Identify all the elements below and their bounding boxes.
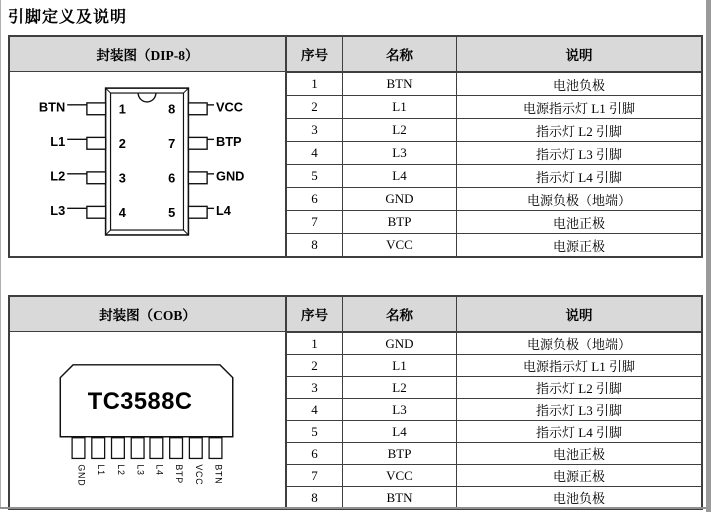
cob-pin5-label: L4 [154,464,165,476]
pin-number-cell: 8 [287,233,342,256]
pin-description-cell: 电源指示灯 L1 引脚 [456,354,701,376]
pin-number-cell: 6 [287,187,342,210]
dip8-pin4-number: 4 [118,204,126,220]
pin-number-cell: 3 [287,376,342,398]
pin-name-cell: GND [342,332,456,354]
dip8-pin7-label: BTP [215,133,242,149]
pin-number-cell: 4 [287,141,342,164]
dip8-diagram-svg [11,72,284,256]
cob-bottom-pins [72,438,222,459]
dip8-pin-table [8,35,703,258]
dip8-pin8-number: 8 [168,101,176,117]
cob-pin7-label: VCC [193,464,204,486]
pin-description-cell: 电池正极 [456,442,701,464]
cob-pin6-label: BTP [174,464,185,484]
cob-package-diagram [10,332,285,508]
dip8-pin2-label: L1 [50,133,66,149]
pin-number-cell: 6 [287,442,342,464]
cob-pin1-label: GND [76,464,87,487]
pin-description-cell: 电源正极 [456,233,701,256]
pin-name-cell: L3 [342,141,456,164]
pin-name-cell: L4 [342,420,456,442]
pin-description-cell: 指示灯 L4 引脚 [456,164,701,187]
dip8-data-grid [287,37,701,256]
pin-name-cell: L2 [342,376,456,398]
page-edge-left [0,0,1,509]
pin-number-cell: 5 [287,164,342,187]
cob-data-grid [287,297,701,508]
dip8-pin7-number: 7 [168,135,176,151]
pin-number-cell: 3 [287,118,342,141]
pin-description-cell: 指示灯 L2 引脚 [456,118,701,141]
dip8-pin2-number: 2 [118,135,126,151]
pin-name-cell: L1 [342,95,456,118]
dip8-pin5-label: L4 [215,202,231,218]
pin-name-cell: L3 [342,398,456,420]
cob-pin8-label: BTN [213,464,224,485]
column-header-name: 名称 [342,37,456,72]
dip8-pin3-number: 3 [118,170,126,186]
cob-diagram-column [10,297,287,508]
cob-pin-table [8,295,703,510]
dip8-left-pins [67,103,105,218]
dip8-right-pins [188,103,214,218]
page-edge-right [706,0,711,512]
pin-name-cell: L2 [342,118,456,141]
cob-pin-labels [77,464,224,486]
cob-chip-marking: TC3588C [87,389,193,416]
pin-number-cell: 1 [287,332,342,354]
column-header-description: 说明 [456,37,701,72]
page-title: 引脚定义及说明 [8,9,128,26]
column-header-number: 序号 [287,37,342,72]
dip8-pin5-number: 5 [168,204,176,220]
pin-number-cell: 7 [287,210,342,233]
pin-description-cell: 电源负极（地端） [456,332,701,354]
cob-pin2-label: L1 [96,464,107,476]
pin-name-cell: VCC [342,464,456,486]
pin-number-cell: 2 [287,95,342,118]
dip8-pin1-number: 1 [118,101,126,117]
dip8-diagram-column [10,37,287,256]
pin-name-cell: L4 [342,164,456,187]
pin-description-cell: 电源负极（地端） [456,187,701,210]
pin-name-cell: BTP [342,210,456,233]
dip8-pin6-label: GND [215,168,245,184]
column-header-name: 名称 [342,297,456,332]
pin-description-cell: 指示灯 L2 引脚 [456,376,701,398]
pin-number-cell: 2 [287,354,342,376]
pin-name-cell: VCC [342,233,456,256]
pin-number-cell: 5 [287,420,342,442]
dip8-pin3-label: L2 [50,168,66,184]
dip8-pin8-label: VCC [215,99,244,115]
dip8-pin6-number: 6 [168,170,176,186]
cob-diagram-svg [11,332,284,508]
cob-pin3-label: L2 [115,464,126,476]
pin-description-cell: 指示灯 L3 引脚 [456,141,701,164]
pin-description-cell: 电池正极 [456,210,701,233]
dip8-package-header: 封装图（DIP-8） [10,37,285,72]
pin-name-cell: L1 [342,354,456,376]
dip8-package-diagram [10,72,285,256]
page-edge-bottom [0,507,706,509]
pin-number-cell: 1 [287,72,342,95]
pin-description-cell: 电池负极 [456,486,701,508]
pin-description-cell: 电池负极 [456,72,701,95]
pin-name-cell: BTP [342,442,456,464]
pin-number-cell: 8 [287,486,342,508]
pin-number-cell: 7 [287,464,342,486]
pin-number-cell: 4 [287,398,342,420]
pin-description-cell: 电源指示灯 L1 引脚 [456,95,701,118]
dip8-pin4-label: L3 [50,202,66,218]
pin-description-cell: 电源正极 [456,464,701,486]
pin-name-cell: BTN [342,486,456,508]
cob-pin4-label: L3 [135,464,146,476]
column-header-number: 序号 [287,297,342,332]
pin-description-cell: 指示灯 L3 引脚 [456,398,701,420]
dip8-pin1-label: BTN [38,99,66,115]
pin-description-cell: 指示灯 L4 引脚 [456,420,701,442]
cob-package-header: 封装图（COB） [10,297,285,332]
column-header-description: 说明 [456,297,701,332]
pin-name-cell: GND [342,187,456,210]
pin-name-cell: BTN [342,72,456,95]
